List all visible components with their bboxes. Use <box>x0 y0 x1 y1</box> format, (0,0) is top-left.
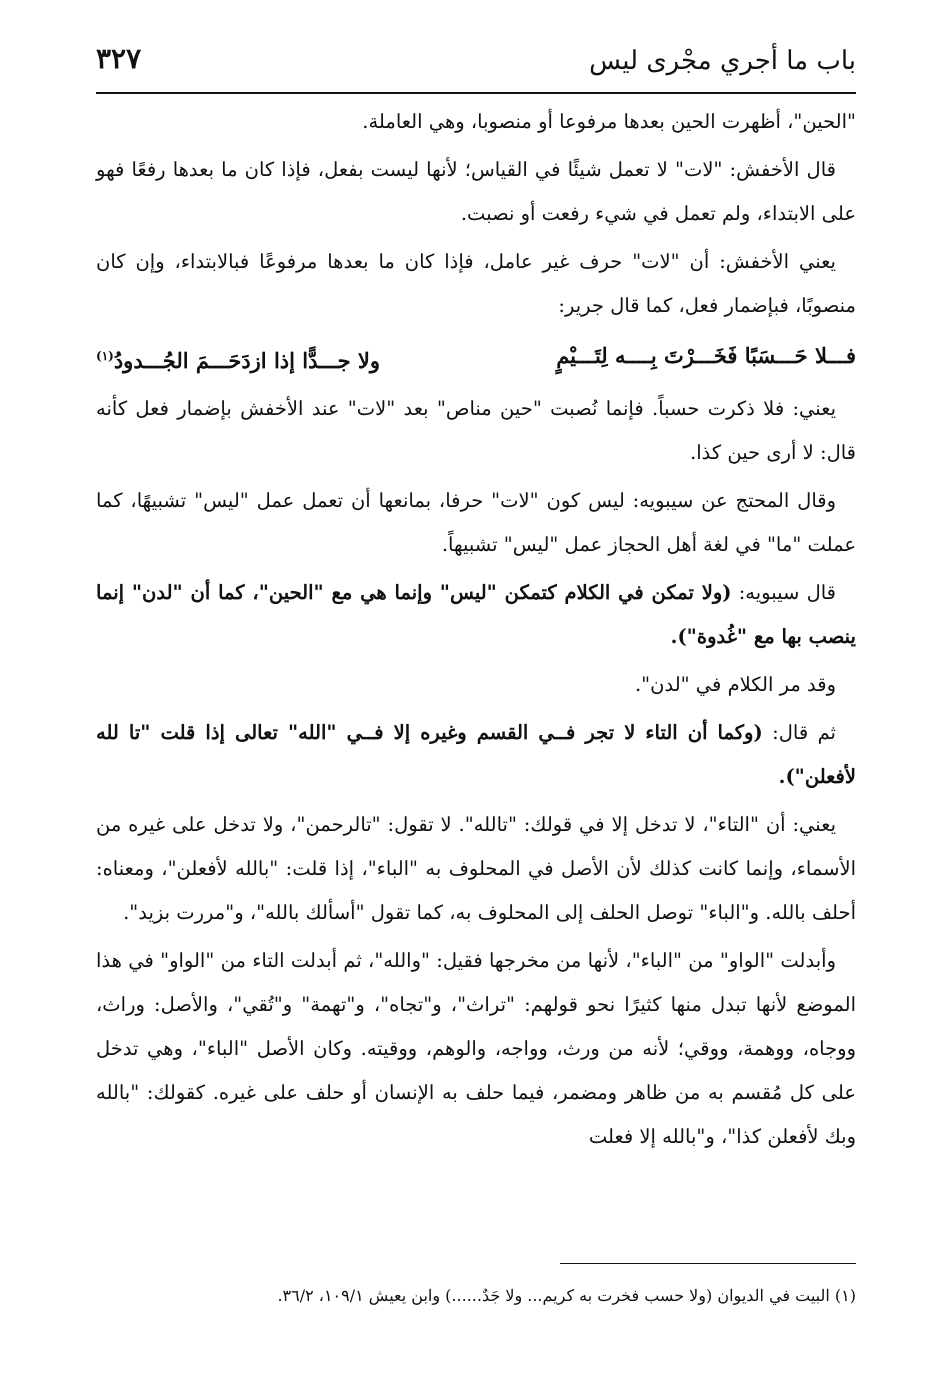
sibawayh-quote <box>96 711 856 799</box>
verse-second-hemistich-text: ولا جـــدًّا إذا ازدَحَـــمَ الجُـــدودُ <box>113 348 381 373</box>
paragraph: يعني: فلا ذكرت حسباً. فإنما نُصبت "حين مناص" بعد "لات" عند الأخفش بإضمار فعل كأنه قال: لا أرى حين كذا. <box>96 397 856 464</box>
page-number: ٣٢٧ <box>96 42 142 75</box>
paragraph: "الحين"، أظهرت الحين بعدها مرفوعا أو منصوبا، وهي العاملة. <box>362 110 856 133</box>
running-header <box>96 38 856 92</box>
verse-second-hemistich <box>96 332 380 385</box>
quote-text: (ولا تمكن في الكلام كتمكن "ليس" وإنما هي مع "الحين"، كما أن "لدن" إنما ينصب بها مع "غُدوة"). <box>96 581 856 648</box>
paragraph: وقال المحتج عن سيبويه: ليس كون "لات" حرفا، بمانعها أن تعمل عمل "ليس" تشبيهًا، كما عملت "ما" في لغة أهل الحجاز عمل "ليس" تشبيهاً. <box>96 489 856 556</box>
paragraph: وقد مر الكلام في "لدن". <box>634 673 836 696</box>
sibawayh-quote <box>96 571 856 659</box>
quote-text: (وكما أن التاء لا تجر فــي القسم وغيره إلا فــي "الله" تعالى إذا قلت "تا لله لأفعلن"). <box>96 721 856 788</box>
chapter-title: باب ما أجري مجْرى ليس <box>589 46 856 76</box>
paragraph: يعني الأخفش: أن "لات" حرف غير عامل، فإذا كان ما بعدها مرفوعًا فبالابتداء، وإن كان منصوبًا، فبإضمار فعل، كما قال جرير: <box>96 250 856 317</box>
paragraph: قال الأخفش: "لات" لا تعمل شيئًا في القياس؛ لأنها ليست بفعل، فإذا كان ما بعدها رفعًا فهو على الابتداء، ولم تعمل في شيء رفعت أو نصبت. <box>96 158 856 225</box>
footnote: (١) البيت في الديوان (ولا حسب فخرت به كريم... ولا جَدٌ......) وابن يعيش ١٠٩/١، ٣٦/٢. <box>277 1286 856 1305</box>
poetry-verse <box>96 332 856 385</box>
verse-first-hemistich: فـــلا حَـــسَبًا فَخَـــرْتَ بِــــه لِتَـــيْمٍ <box>556 343 856 368</box>
footnote-marker: (١) <box>96 349 114 363</box>
page-body <box>96 100 856 1163</box>
quote-lead: قال سيبويه: <box>731 581 836 604</box>
paragraph: وأبدلت "الواو" من "الباء"، لأنها من مخرجها فقيل: "والله"، ثم أبدلت التاء من "الواو" في هذا الموضع لأنها تبدل منها كثيرًا نحو قولهم: "تراث"، و"تجاه"، و"تهمة" و"تُقي"، والأصل: وراث، ووجاه، ووهمة، ووقي؛ لأنه من ورث، وواجه، والوهم، ووقيته. وكان الأصل "الباء"، وهي تدخل على كل مُقسم به من ظاهر ومضمر، فيما حلف به الإنسان أو حلف على غيره. كقولك: "بالله وبك لأفعلن كذا"، و"بالله إلا فعلت <box>96 949 856 1148</box>
footnote-rule <box>560 1263 856 1264</box>
header-rule <box>96 92 856 94</box>
quote-lead: ثم قال: <box>762 721 836 744</box>
paragraph: يعني: أن "التاء"، لا تدخل إلا في قولك: "تالله". لا تقول: "تالرحمن"، ولا تدخل على غيره من الأسماء، وإنما كانت كذلك لأن الأصل في المحلوف به "الباء"، إذا قلت: "بالله لأفعلن"، ومعناه: أحلف بالله. و"الباء" توصل الحلف إلى المحلوف به، كما تقول "أسألك بالله"، و"مررت بزيد". <box>96 813 856 924</box>
